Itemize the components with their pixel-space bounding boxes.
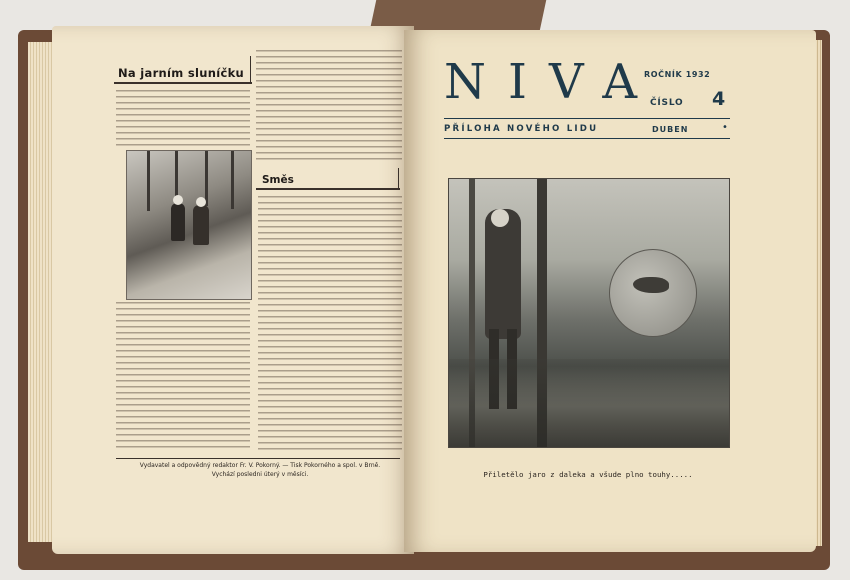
title-rule-vertical [250, 56, 251, 82]
article-text-col1-top [116, 90, 250, 146]
masthead-rule-top [444, 118, 730, 119]
masthead-rule-bottom [444, 138, 730, 139]
title-rule [114, 82, 252, 84]
photo-children-on-path [126, 150, 252, 300]
article-title-na-jarnim-slunicku: Na jarním sluníčku [118, 66, 245, 80]
masthead-bullet: • [722, 122, 728, 133]
photo-girl-in-forest [448, 178, 730, 448]
issue-number: 4 [712, 88, 726, 110]
smes-rule-vertical [398, 168, 399, 190]
month-label: DUBEN [652, 125, 689, 134]
article-text-col2-top [256, 50, 402, 160]
footer-rule [116, 458, 400, 459]
masthead-subtitle: PŘÍLOHA NOVÉHO LIDU [444, 124, 599, 134]
volume-label: ROČNÍK 1932 [644, 70, 711, 79]
smes-rule [256, 188, 400, 190]
photo-caption: Přiletělo jaro z daleka a všude plno touhy..... [483, 470, 693, 479]
footer-publisher: Vydavatel a odpovědný redaktor Fr. V. Pokorný. — Tisk Pokorného a spol. v Brně. [139, 462, 381, 469]
article-text-col1-bottom [116, 302, 250, 452]
article-text-col2-bottom [258, 196, 402, 452]
masthead-title: NIVA [444, 54, 660, 110]
article-title-smes: Směs [262, 174, 294, 186]
footer-schedule: Vychází posledni úterý v měsíci. [211, 471, 309, 478]
issue-label: ČÍSLO [650, 98, 684, 108]
